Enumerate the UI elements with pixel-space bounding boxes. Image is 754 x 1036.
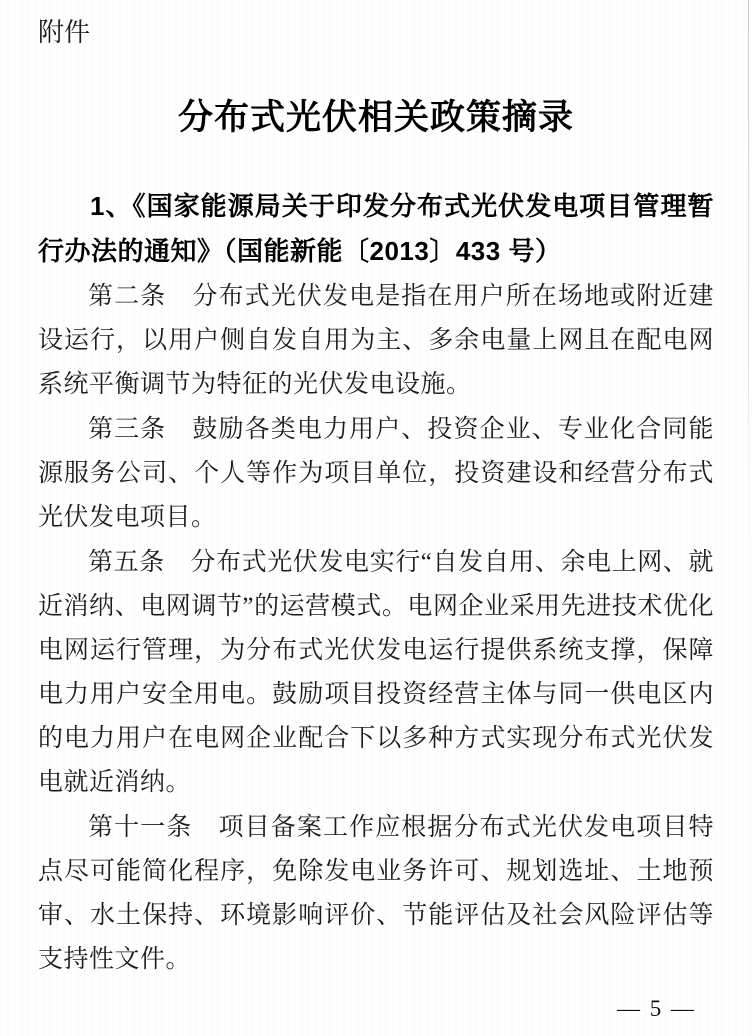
policy-citation-heading: 1、《国家能源局关于印发分布式光伏发电项目管理暂行办法的通知》（国能新能〔2013〕433 号） (38, 191, 714, 266)
scan-artifact-line (748, 0, 749, 560)
article-5-paragraph: 第五条 分布式光伏发电实行“自发自用、余电上网、就近消纳、电网调节”的运营模式。电网企业采用先进技术优化电网运行管理，为分布式光伏发电运行提供系统支撑，保障电力用户安全用电。鼓励项目投资经营主体与同一供电区内的电力用户在电网企业配合下以多种方式实现分布式光伏发电就近消纳。 (38, 549, 714, 796)
page-number: — 5 — (617, 996, 696, 1021)
article-11-paragraph: 第十一条 项目备案工作应根据分布式光伏发电项目特点尽可能简化程序，免除发电业务许可、规划选址、土地预审、水土保持、环境影响评价、节能评估及社会风险评估等支持性文件。 (38, 814, 714, 973)
page-title: 分布式光伏相关政策摘录 (177, 98, 574, 137)
document-body (38, 184, 714, 982)
article-2-paragraph: 第二条 分布式光伏发电是指在用户所在场地或附近建设运行，以用户侧自发自用为主、多余电量上网且在配电网系统平衡调节为特征的光伏发电设施。 (38, 283, 714, 398)
attachment-label: 附件 (38, 18, 91, 47)
article-3-paragraph: 第三条 鼓励各类电力用户、投资企业、专业化合同能源服务公司、个人等作为项目单位，投资建设和经营分布式光伏发电项目。 (38, 416, 714, 531)
